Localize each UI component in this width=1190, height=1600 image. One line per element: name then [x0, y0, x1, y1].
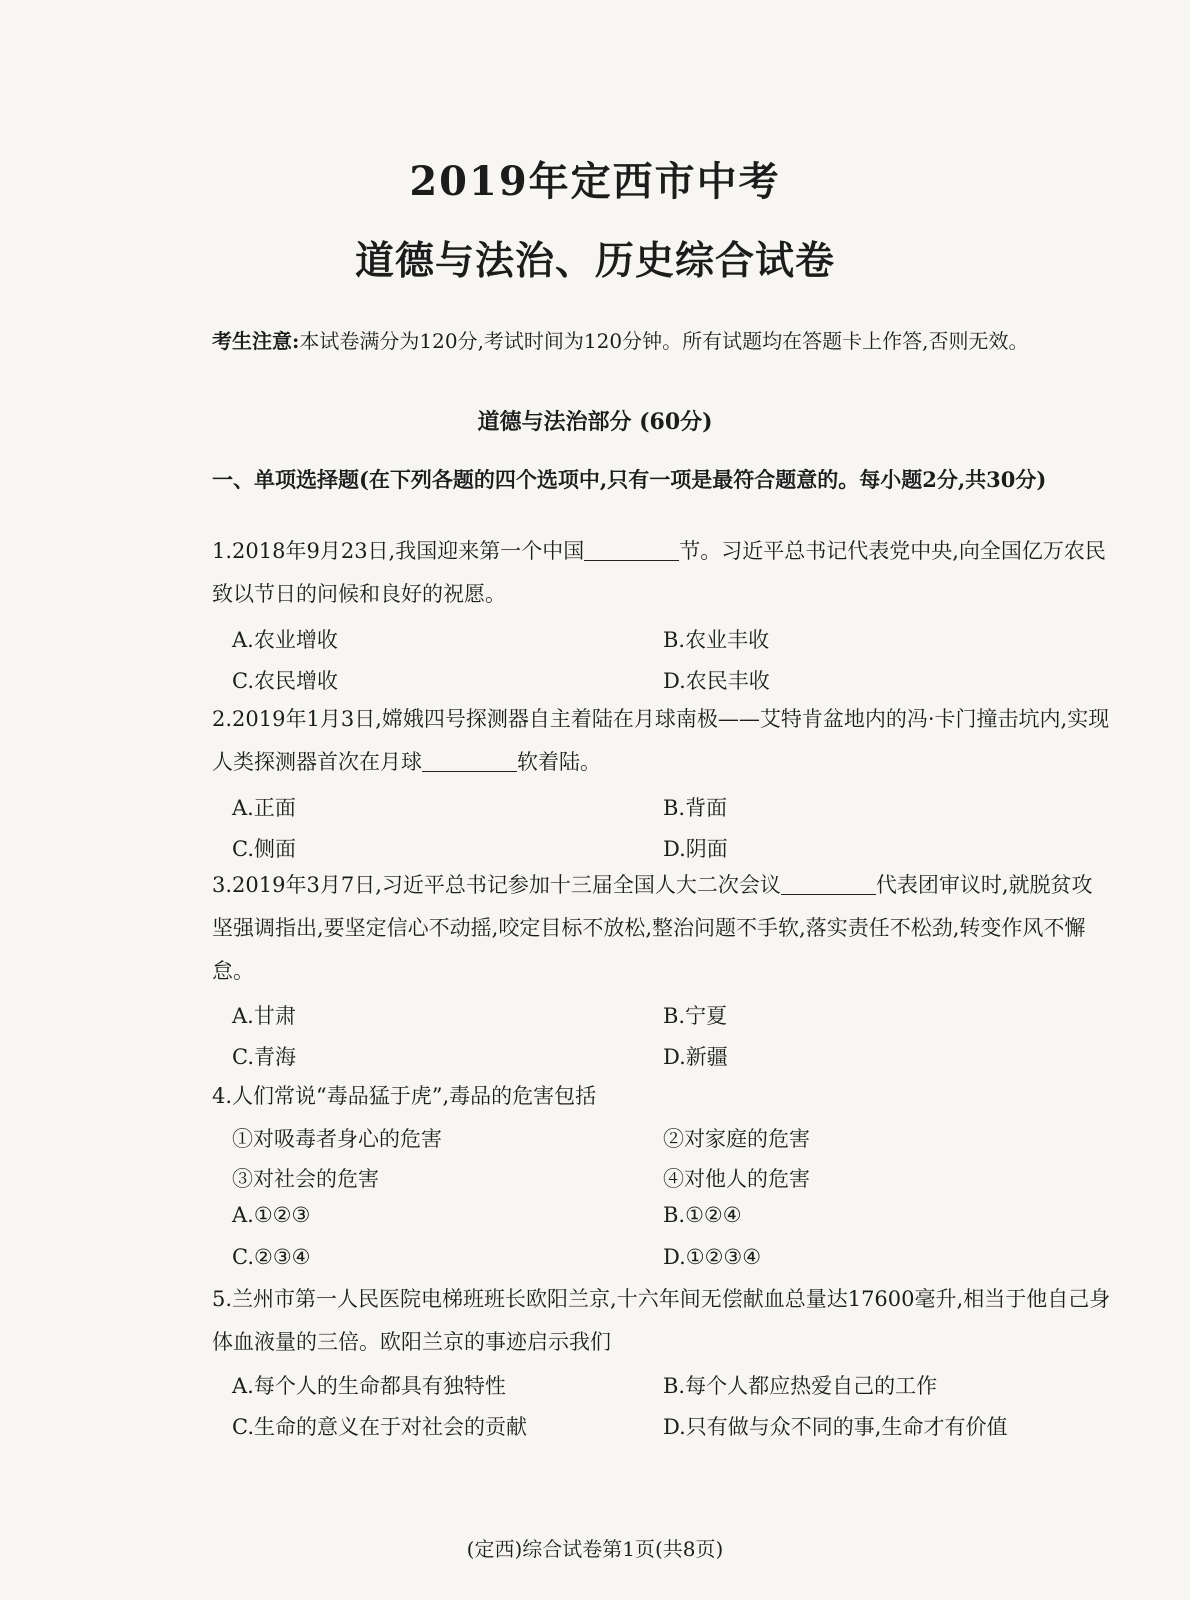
- question-2: [212, 698, 1112, 784]
- option-b: B.背面: [663, 796, 728, 820]
- candidate-notice: [212, 325, 1112, 354]
- option-a: A.甘肃: [232, 1004, 296, 1028]
- option-c: C.农民增收: [232, 669, 338, 693]
- question-stem-cont: 软着陆。: [517, 750, 601, 774]
- question-stem: 1.2018年9月23日,我国迎来第一个中国: [212, 539, 585, 563]
- question-5: [212, 1278, 1112, 1364]
- option-a: A.农业增收: [232, 628, 338, 652]
- question-stem-cont: 节。习近平总书记代表党中央,向全国亿万农民致以节日的问候和良好的祝愿。: [212, 539, 1106, 606]
- option-c: C.生命的意义在于对社会的贡献: [232, 1415, 527, 1439]
- option-b: B.宁夏: [663, 1004, 728, 1028]
- answer-blank: [781, 872, 876, 895]
- question-stem: 3.2019年3月7日,习近平总书记参加十三届全国人大二次会议: [212, 873, 781, 897]
- question-stem: 5.兰州市第一人民医院电梯班班长欧阳兰京,十六年间无偿献血总量达17600毫升,相当于他自己身体血液量的三倍。欧阳兰京的事迹启示我们: [212, 1287, 1111, 1354]
- question-1: [212, 530, 1112, 616]
- option-b: B.每个人都应热爱自己的工作: [663, 1374, 938, 1398]
- question-stem: 2.2019年1月3日,嫦娥四号探测器自主着陆在月球南极——艾特肯盆地内的冯·卡门撞击坑内,实现人类探测器首次在月球: [212, 707, 1110, 774]
- question-3: [212, 864, 1112, 993]
- option-d: D.农民丰收: [663, 669, 770, 693]
- option-c: C.侧面: [232, 837, 296, 861]
- answer-blank: [584, 538, 679, 561]
- option-d: D.只有做与众不同的事,生命才有价值: [663, 1415, 1008, 1439]
- exam-title: 2019年定西市中考: [409, 158, 781, 205]
- part-instructions: 一、单项选择题(在下列各题的四个选项中,只有一项是最符合题意的。每小题2分,共30分): [212, 467, 1047, 492]
- question-stem-cont: 代表团审议时,就脱贫攻坚强调指出,要坚定信心不动摇,咬定目标不放松,整治问题不手软,落实责任不松劲,转变作风不懈怠。: [212, 873, 1093, 983]
- option-a: A.①②③: [232, 1203, 311, 1227]
- notice-label: 考生注意:: [212, 329, 300, 353]
- option-d: D.阴面: [663, 837, 728, 861]
- option-b: B.①②④: [663, 1203, 742, 1227]
- option-d: D.①②③④: [663, 1245, 762, 1269]
- question-stem: 4.人们常说“毒品猛于虎”,毒品的危害包括: [212, 1084, 597, 1108]
- statement-4: ④对他人的危害: [663, 1167, 810, 1191]
- question-4: [212, 1075, 1112, 1118]
- statement-3: ③对社会的危害: [232, 1167, 379, 1191]
- statement-1: ①对吸毒者身心的危害: [232, 1127, 442, 1151]
- option-b: B.农业丰收: [663, 628, 770, 652]
- option-a: A.正面: [232, 796, 296, 820]
- section-title: 道德与法治部分 (60分): [477, 409, 713, 435]
- option-d: D.新疆: [663, 1045, 728, 1069]
- notice-text: 本试卷满分为120分,考试时间为120分钟。所有试题均在答题卡上作答,否则无效。: [299, 329, 1029, 353]
- page-footer: (定西)综合试卷第1页(共8页): [466, 1537, 724, 1561]
- option-a: A.每个人的生命都具有独特性: [232, 1374, 506, 1398]
- option-c: C.②③④: [232, 1245, 311, 1269]
- answer-blank: [422, 749, 517, 772]
- option-c: C.青海: [232, 1045, 296, 1069]
- statement-2: ②对家庭的危害: [663, 1127, 810, 1151]
- exam-subtitle: 道德与法治、历史综合试卷: [354, 238, 835, 284]
